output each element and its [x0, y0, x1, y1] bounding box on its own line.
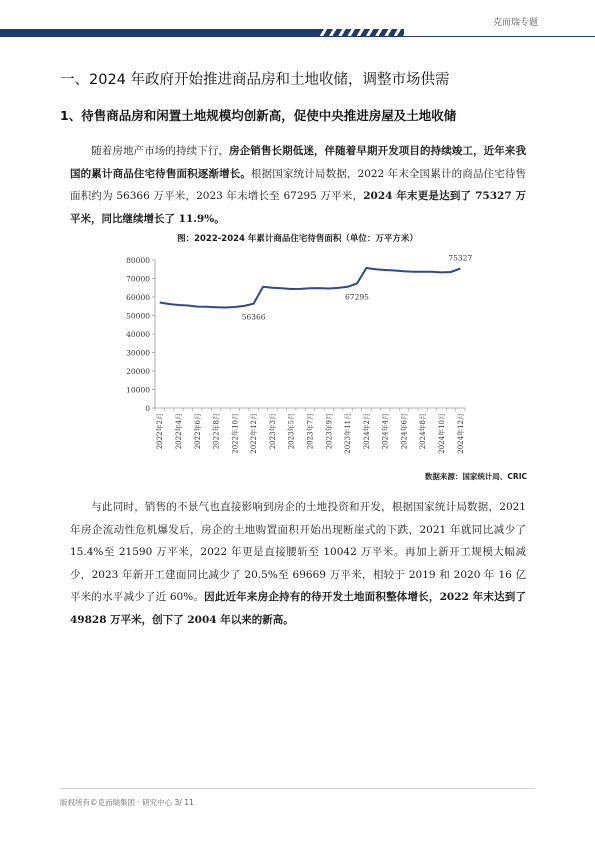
paragraph-1-bold-a: 房企销售长期低迷，伴随着早期开发项目的持续竣工，近年来我国的累计商品住宅待售面积逐渐增长。 — [70, 145, 527, 180]
paragraph-2 — [70, 496, 526, 631]
chart-title: 图：2022-2024 年累计商品住宅待售面积（单位：万平方米） — [177, 234, 418, 244]
paragraph-2-bold: 因此近年来房企持有的待开发土地面积整体增长，2022 年末达到了 49828 万平米，创下了 2004 年以来的新高。 — [70, 591, 526, 626]
x-tick-label: 2022年4月 — [174, 413, 183, 450]
y-tick-label: 0 — [145, 403, 150, 413]
x-tick-label: 2022年6月 — [193, 413, 202, 450]
x-tick-label: 2024年8月 — [419, 413, 428, 450]
y-tick-label: 20000 — [126, 366, 150, 376]
x-tick-label: 2024年2月 — [362, 413, 371, 450]
line-chart — [110, 250, 490, 465]
section-title: 一、2024 年政府开始推进商品房和土地收储，调整市场供需 — [60, 72, 450, 88]
y-tick-label: 40000 — [126, 329, 150, 339]
footer-divider — [60, 788, 535, 789]
header-bar-line — [318, 36, 595, 37]
x-tick-label: 2022年2月 — [156, 413, 165, 450]
x-tick-label: 2024年6月 — [400, 413, 409, 450]
x-tick-label: 2023年9月 — [325, 413, 334, 450]
paragraph-1-text-b: 根据国家统计局数据，2022 年末全国累计的商品住宅待售面积约为 56366 万平米，2023 年末增长至 67295 万平米， — [70, 167, 527, 202]
x-tick-label: 2022年10月 — [231, 413, 240, 454]
x-tick-label: 2023年5月 — [287, 413, 296, 450]
x-tick-label: 2023年7月 — [306, 413, 315, 450]
subsection-title: 1、待售商品房和闲置土地规模均创新高，促使中央推进房屋及土地收储 — [60, 108, 457, 123]
y-tick-label: 60000 — [126, 292, 150, 302]
paragraph-1 — [70, 140, 526, 230]
header-bar — [0, 29, 595, 37]
data-label: 56366 — [241, 312, 266, 322]
x-tick-label: 2024年12月 — [456, 413, 465, 454]
data-source: 数据来源：国家统计局、CRIC — [424, 472, 527, 481]
data-label: 67295 — [345, 292, 369, 302]
data-label: 75327 — [448, 253, 473, 263]
y-tick-label: 80000 — [126, 255, 150, 265]
x-tick-label: 2023年11月 — [344, 413, 353, 454]
brand-label: 克而瑞专题 — [492, 18, 538, 28]
y-tick-label: 50000 — [126, 311, 150, 321]
x-tick-label: 2022年12月 — [250, 413, 259, 454]
x-tick-label: 2023年3月 — [268, 413, 277, 450]
x-tick-label: 2022年8月 — [212, 413, 221, 450]
x-tick-label: 2024年10月 — [438, 413, 447, 454]
y-tick-label: 10000 — [126, 385, 150, 395]
y-tick-label: 30000 — [126, 348, 150, 358]
header-bar-dark — [0, 29, 330, 37]
paragraph-2-text: 与此同时，销售的不景气也直接影响到房企的土地投资和开发，根据国家统计局数据，2021 年房企流动性危机爆发后，房企的土地购置面积开始出现断崖式的下跌，2021 年就同比减少了 15.4%至 21590 万平米，2022 年更是直接腰斩至 10042 万平米。再加上新开工规模大幅减少，2023 年新开工建面同比减少了 20.5%至 69669 万平米，相较于 2019 和 2020 年 16 亿平米的水平减少了近 60%。 — [70, 501, 526, 603]
series-line — [160, 268, 461, 308]
footer-text: 版权所有©克而瑞集团 · 研究中心 3/ 11 — [60, 798, 194, 807]
paragraph-1-text-a: 随着房地产市场的持续下行， — [91, 145, 230, 157]
x-tick-label: 2024年4月 — [381, 413, 390, 450]
paragraph-1-bold-b: 2024 年末更是达到了 75327 万平米，同比继续增长了 11.9%。 — [70, 190, 526, 225]
y-tick-label: 70000 — [126, 274, 150, 284]
